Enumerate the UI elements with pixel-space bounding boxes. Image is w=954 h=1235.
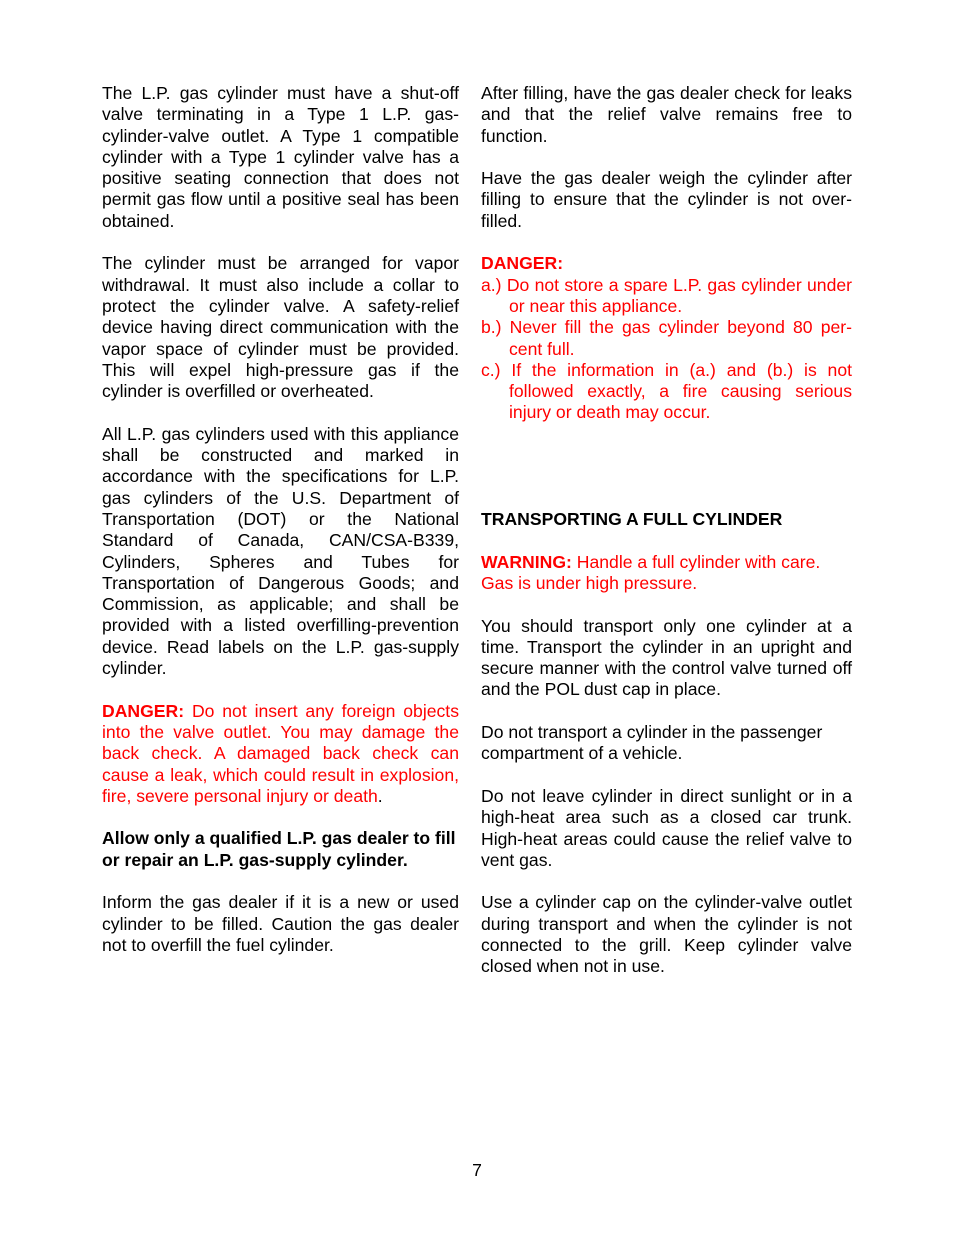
passenger-compartment-paragraph: Do not transport a cylinder in the passenger compartment of a vehicle. — [481, 722, 823, 764]
sunlight-paragraph: Do not leave cylinder in direct sunlight or in a high-heat area such as a closed car trunk. High-heat areas could cause the relief valve to vent gas. — [481, 785, 852, 870]
transport-one-cylinder-paragraph: You should transport only one cylinder at a time. Transport the cylinder in an upright and secure manner with the control valve turned off and the POL dust cap in place. — [481, 615, 852, 700]
page-number: 7 — [472, 1160, 482, 1180]
danger-text: Do not insert any foreign objects into the valve outlet. You may damage the back check. A damaged back check can cause a leak, which could result in explosion, fire, severe personal injury or death — [102, 700, 459, 806]
warning-label: WARNING: — [481, 551, 572, 572]
left-column — [102, 83, 459, 977]
danger-item-b: b.) Never fill the gas cylinder beyond 80 per-cent full. — [481, 317, 852, 359]
warning-text: Handle a full cylinder with care. Gas is under high pressure. — [481, 551, 821, 593]
danger-item-a: a.) Do not store a spare L.P. gas cylinder under or near this appliance. — [481, 274, 852, 316]
qualified-dealer-note: Allow only a qualified L.P. gas dealer to fill or repair an L.P. gas-supply cylinder. — [102, 828, 456, 870]
vapor-withdrawal-paragraph: The cylinder must be arranged for vapor withdrawal. It must also include a collar to protect the cylinder valve. A safety-relief device having direct communication with the vapor space of cylinder must be provided. This will expel high-pressure gas if the cylinder is overfilled or overheated. — [102, 253, 459, 402]
danger-list-label: DANGER: — [481, 253, 564, 274]
cylinder-valve-paragraph: The L.P. gas cylinder must have a shut-off valve terminating in a Type 1 L.P. gas-cylinder-valve outlet. A Type 1 compatible cylinder with a Type 1 cylinder valve has a positive seating connection that does not permit gas flow until a positive seal has been obtained. — [102, 83, 459, 231]
spacer — [481, 445, 852, 509]
weigh-cylinder-paragraph: Have the gas dealer weigh the cylinder after filling to ensure that the cylinder is not over-filled. — [481, 168, 852, 231]
danger-foreign-objects — [102, 701, 459, 807]
right-column — [481, 83, 852, 999]
danger-end-period: . — [377, 785, 383, 806]
danger-list — [481, 253, 852, 423]
inform-dealer-paragraph: Inform the gas dealer if it is a new or used cylinder to be filled. Caution the gas dealer not to overfill the fuel cylinder. — [102, 892, 459, 955]
warning-paragraph — [481, 552, 852, 595]
danger-label: DANGER: — [102, 700, 185, 721]
cylinder-cap-paragraph: Use a cylinder cap on the cylinder-valve outlet during transport and when the cylinder is not connected to the grill. Keep cylinder valve closed when not in use. — [481, 892, 852, 977]
after-filling-paragraph: After filling, have the gas dealer check for leaks and that the relief valve remains free to function. — [481, 83, 852, 146]
dot-specifications-paragraph: All L.P. gas cylinders used with this appliance shall be constructed and marked in accordance with the specifications for L.P. gas cylinders of the U.S. Department of Transportation (DOT) or the National Standard of Canada, CAN/CSA-B339, Cylinders, Spheres and Tubes for Transportation of Dangerous Goods; and Commission, as applicable; and shall be provided with a listed overfilling-prevention device. Read labels on the L.P. gas-supply cylinder. — [102, 423, 459, 679]
section-heading: TRANSPORTING A FULL CYLINDER — [481, 509, 783, 530]
danger-item-c: c.) If the information in (a.) and (b.) is not followed exactly, a fire causing serious injury or death may occur. — [481, 359, 852, 423]
